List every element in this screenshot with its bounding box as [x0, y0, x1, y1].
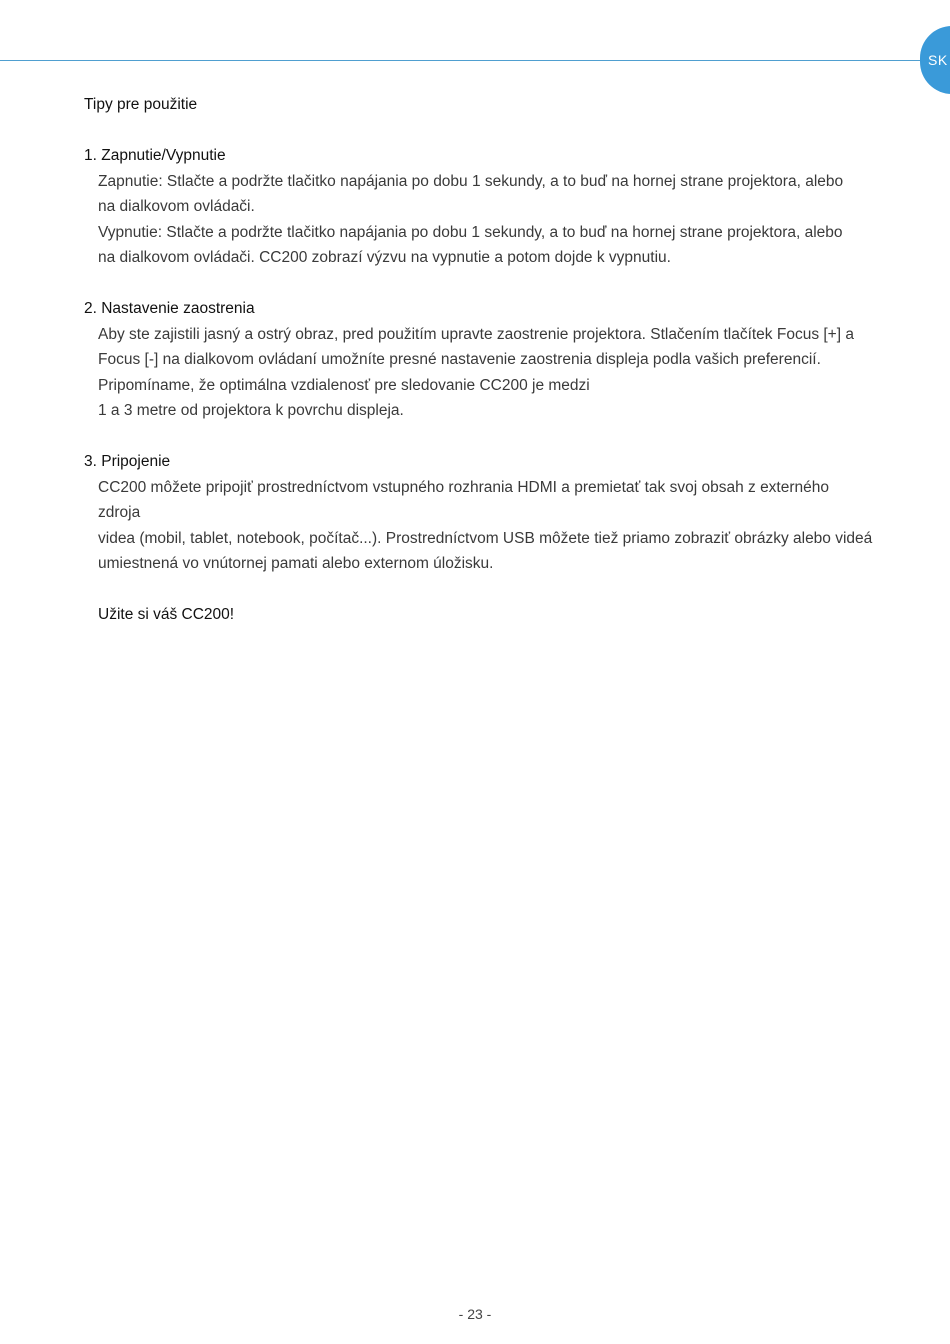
section-line: Aby ste zajistili jasný a ostrý obraz, pred použitím upravte zaostrenie projektora. Stlačením tlačítek Focus [+] a — [98, 325, 854, 343]
page-number: - 23 - — [458, 1306, 492, 1322]
section-line: na dialkovom ovládači. — [98, 198, 255, 215]
page-title: Tipy pre použitie — [84, 96, 198, 113]
section-focus — [84, 296, 874, 424]
language-tab: SK — [920, 26, 950, 94]
section-connection — [84, 449, 874, 577]
section-title: 3. Pripojenie — [84, 453, 171, 470]
section-line: CC200 môžete pripojiť prostredníctvom vstupného rozhrania HDMI a premietať tak svoj obsah z externého zdroja — [98, 478, 830, 521]
section-line: 1 a 3 metre od projektora k povrchu displeja. — [98, 402, 404, 419]
section-line: Focus [-] na dialkovom ovládaní umožníte presné nastavenie zaostrenia displeja podla vašich preferencií. — [98, 351, 821, 368]
section-line: Vypnutie: Stlačte a podržte tlačitko napájania po dobu 1 sekundy, a to buď na hornej strane projektora, alebo — [98, 223, 843, 241]
section-line: videa (mobil, tablet, notebook, počítač...). Prostredníctvom USB môžete tiež priamo zobraziť obrázky alebo videá — [98, 529, 873, 547]
section-title: 2. Nastavenie zaostrenia — [84, 300, 255, 317]
section-power — [84, 143, 874, 271]
section-line: umiestnená vo vnútornej pamati alebo externom úložisku. — [98, 555, 494, 572]
section-line: na dialkovom ovládači. CC200 zobrazí výzvu na vypnutie a potom dojde k vypnutiu. — [98, 249, 671, 266]
section-line: Zapnutie: Stlačte a podržte tlačitko napájania po dobu 1 sekundy, a to buď na hornej strane projektora, alebo — [98, 172, 844, 190]
section-title: 1. Zapnutie/Vypnutie — [84, 147, 226, 164]
page-content — [84, 92, 874, 628]
closing-line: Užite si váš CC200! — [98, 606, 235, 623]
section-line: Pripomíname, že optimálna vzdialenosť pre sledovanie CC200 je medzi — [98, 376, 590, 394]
header-rule — [0, 60, 950, 61]
